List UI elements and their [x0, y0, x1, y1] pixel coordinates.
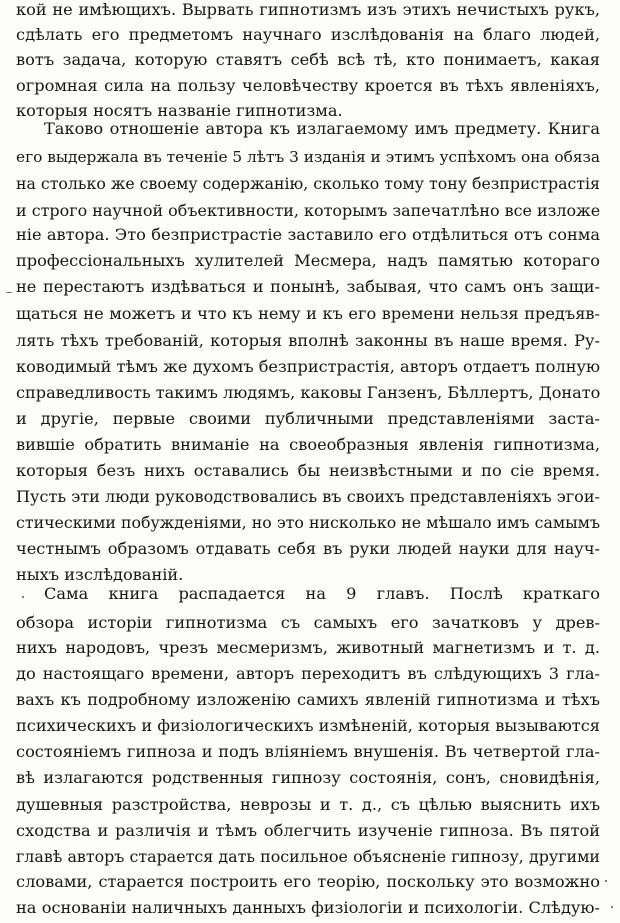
text-line: душевныя разстройства, неврозы и т. д., съ цѣлью выяснить ихъ [16, 794, 600, 814]
text-line: честнымъ образомъ отдавать себя въ руки людей науки для науч- [16, 539, 600, 559]
text-line: обзора исторіи гипнотизма съ самыхъ его зачатковъ у древ- [16, 612, 600, 632]
text-line: сходства и различія и тѣмъ облегчить изученіе гипноза. Въ пятой [16, 820, 600, 840]
text-line: состояніемъ гипноза и подъ вліяніемъ внушенія. Въ четвертой гла- [16, 742, 600, 762]
text-line: лять тѣхъ требованій, которыя вполнѣ законны въ наше время. Ру- [16, 330, 600, 350]
text-line: ныхъ изслѣдованій. [16, 564, 184, 584]
text-line: его выдержала въ теченіе 5 лѣтъ 3 изданія и этимъ успѣхомъ она обяза [16, 147, 601, 166]
margin-speck [605, 880, 607, 882]
text-line: Пусть эти люди руководствовались въ своихъ представленіяхъ эгои- [16, 487, 600, 507]
text-line: психическихъ и физіологическихъ измѣненій, которыя вызываются [16, 716, 601, 736]
text-line: профессіональныхъ хулителей Месмера, надъ памятью котораго [16, 251, 600, 271]
margin-speck [6, 292, 12, 293]
text-line: вѣ излагаются родственныя гипнозу состоянія, сонъ, сновидѣнія, [16, 768, 600, 788]
text-line: до настоящаго времени, авторъ переходитъ въ слѣдующихъ 3 гла- [16, 664, 600, 684]
text-line: стическими побужденіями, но это нисколько не мѣшало имъ самымъ [16, 513, 600, 533]
text-line: на столько же своему содержанію, сколько тому тону безпристрастія [16, 173, 600, 193]
text-line: вахъ къ подробному изложенію самихъ явленій гипнотизма и тѣхъ [16, 690, 600, 710]
text-line: ководимый тѣмъ же духомъ безпристрастія, авторъ отдаетъ полную [16, 356, 601, 376]
text-line: кой не имѣющихъ. Вырвать гипнотизмъ изъ этихъ нечистыхъ рукъ, [16, 0, 600, 19]
text-line: вившіе обратить вниманіе на своеобразныя явленія гипнотизма, [16, 434, 600, 454]
text-line: которыя носятъ названіе гипнотизма. [16, 100, 343, 120]
text-line: и другіе, первые своими публичными представленіями заста- [16, 408, 600, 428]
text-line: которыя безъ нихъ оставались бы неизвѣстными и по сіе время. [16, 461, 600, 481]
text-line: Таково отношеніе автора къ излагаемому имъ предмету. Книга [44, 118, 600, 138]
text-line: на основаніи наличныхъ данныхъ физіологіи и психологіи. Слѣдую- [16, 898, 600, 917]
text-line: ніе автора. Это безпристрастіе заставило его отдѣлиться отъ сонма [16, 225, 600, 245]
text-line: главѣ авторъ старается дать посильное объясненіе гипнозу, другими [16, 846, 600, 866]
text-line: Сама книга распадается на 9 главъ. Послѣ краткаго [44, 583, 600, 603]
text-line: не перестаютъ издѣваться и понынѣ, забывая, что самъ онъ защи- [16, 277, 600, 297]
margin-speck [611, 906, 613, 908]
text-line: словами, старается построить его теорію, поскольку это возможно [16, 871, 600, 891]
text-line: сдѣлать его предметомъ научнаго изслѣдованія на благо людей, [16, 25, 600, 45]
text-line: и строго научной объективности, которымъ запечатлѣно все изложе [16, 201, 601, 221]
margin-speck [22, 596, 24, 598]
text-line: вотъ задача, которую ставятъ себѣ всѣ тѣ, кто понимаетъ, какая [16, 50, 600, 70]
text-line: нихъ народовъ, чрезъ месмеризмъ, животный магнетизмъ и т. д. [16, 637, 600, 657]
text-line: щаться не можетъ и что къ нему и къ его времени нельзя предъяв- [16, 303, 600, 323]
text-line: справедливость такимъ людямъ, каковы Ганзенъ, Бѣллертъ, Донато [16, 382, 601, 402]
text-line: огромная сила на пользу человѣчеству кроется въ тѣхъ явленіяхъ, [16, 76, 600, 96]
